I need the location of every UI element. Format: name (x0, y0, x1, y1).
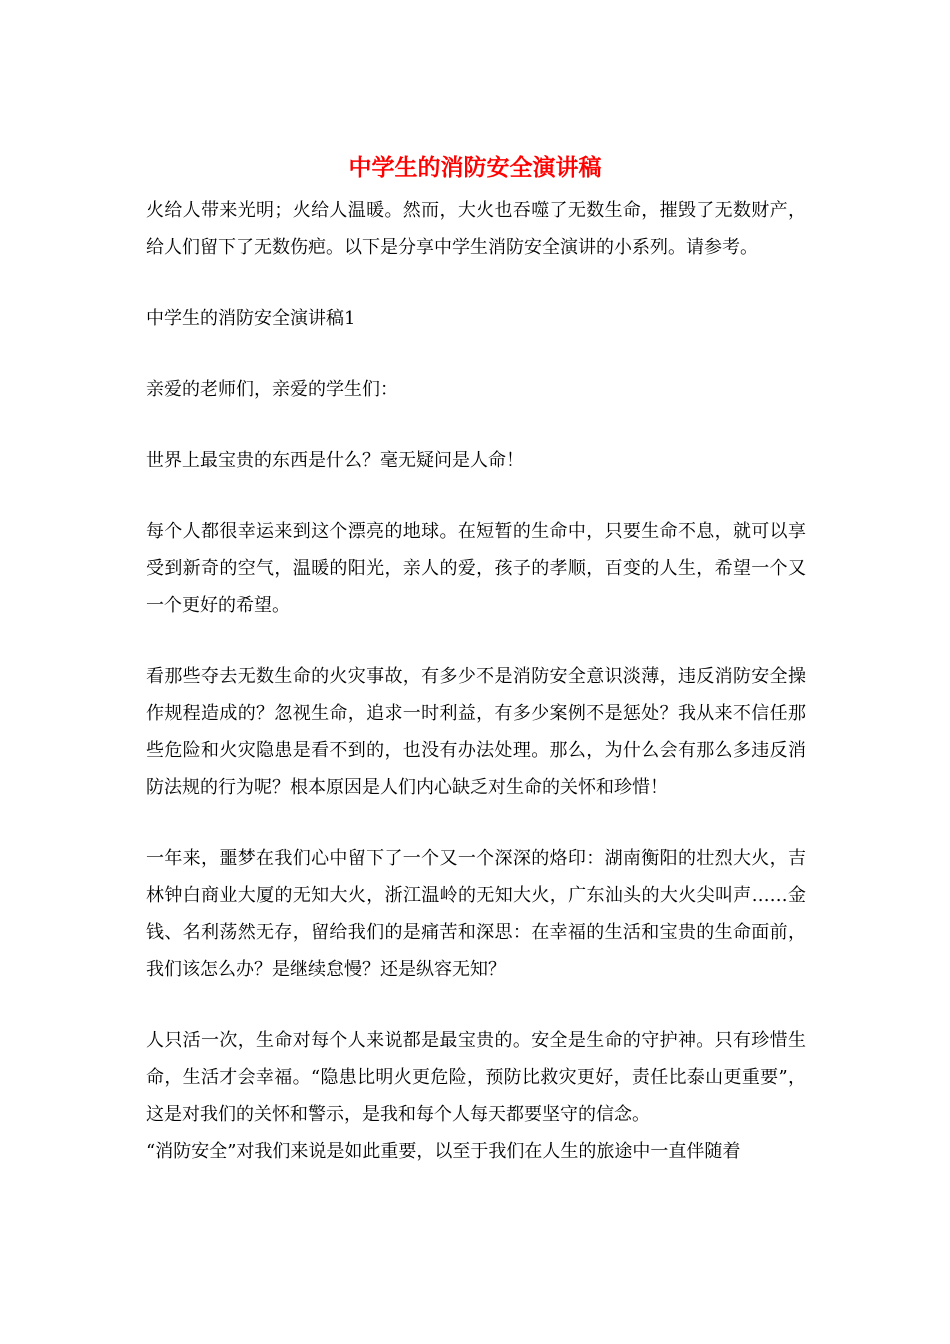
body-paragraph: “消防安全”对我们来说是如此重要，以至于我们在人生的旅途中一直伴随着 (146, 1141, 741, 1162)
body-paragraph: 人只活一次，生命对每个人来说都是最宝贵的。安全是生命的守护神。只有珍惜生命，生活才会幸福。“隐患比明火更危险，预防比救灾更好，责任比泰山更重要”，这是对我们的关怀和警示，是我和每个人每天都要坚守的信念。 (146, 1030, 806, 1125)
document-title: 中学生的消防安全演讲稿 (348, 154, 602, 181)
salutation-paragraph: 亲爱的老师们，亲爱的学生们： (146, 379, 398, 400)
body-paragraph: 一年来，噩梦在我们心中留下了一个又一个深深的烙印：湖南衡阳的壮烈大火，吉林钟白商业大厦的无知大火，浙江温岭的无知大火，广东汕头的大火尖叫声……金钱、名利荡然无存，留给我们的是痛苦和深思：在幸福的生活和宝贵的生命面前，我们该怎么办？是继续怠慢？还是纵容无知？ (146, 848, 806, 980)
speech-heading: 中学生的消防安全演讲稿1 (146, 308, 356, 329)
body-paragraph: 看那些夺去无数生命的火灾事故，有多少不是消防安全意识淡薄，违反消防安全操作规程造成的？忽视生命，追求一时利益，有多少案例不是惩处？我从来不信任那些危险和火灾隐患是看不到的，也没有办法处理。那么，为什么会有那么多违反消防法规的行为呢？根本原因是人们内心缺乏对生命的关怀和珍惜！ (146, 666, 806, 798)
body-paragraph: 每个人都很幸运来到这个漂亮的地球。在短暂的生命中，只要生命不息，就可以享受到新奇的空气，温暖的阳光，亲人的爱，孩子的孝顺，百变的人生，希望一个又一个更好的希望。 (146, 521, 806, 616)
intro-paragraph: 火给人带来光明；火给人温暖。然而，大火也吞噬了无数生命，摧毁了无数财产，给人们留下了无数伤疤。以下是分享中学生消防安全演讲的小系列。请参考。 (146, 200, 806, 258)
document-body (146, 192, 806, 1170)
body-paragraph: 世界上最宝贵的东西是什么？毫无疑问是人命！ (146, 450, 524, 471)
